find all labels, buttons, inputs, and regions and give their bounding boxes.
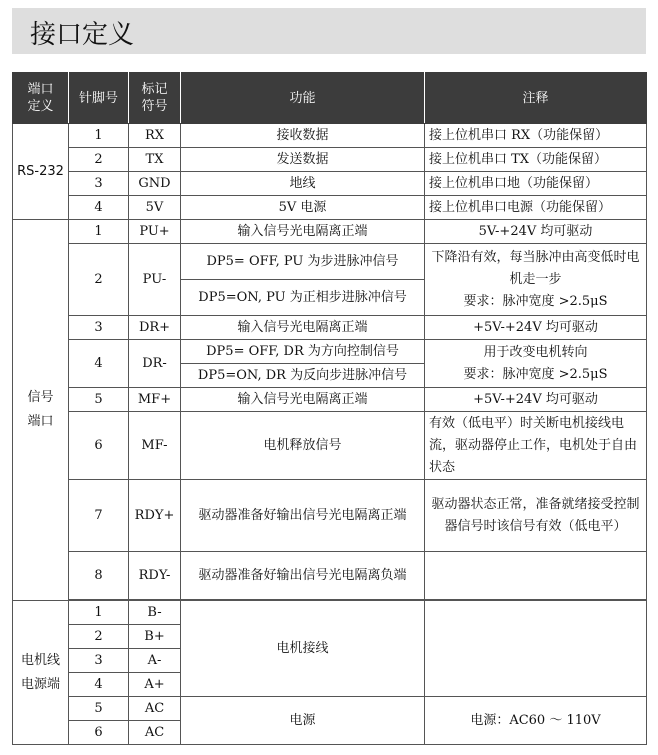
sym-cell: RX — [129, 124, 181, 148]
pin-cell: 4 — [69, 196, 129, 220]
header-func: 功能 — [181, 73, 425, 124]
sym-cell: PU+ — [129, 220, 181, 244]
sym-cell: B+ — [129, 625, 181, 649]
note-cell: 接上位机串口 TX（功能保留） — [425, 148, 647, 172]
sym-cell: RDY- — [129, 552, 181, 600]
pin-cell: 8 — [69, 552, 129, 600]
note-cell: +5V-+24V 均可驱动 — [425, 388, 647, 412]
group-rs232: RS-232 — [13, 124, 69, 220]
sym-cell: MF- — [129, 412, 181, 480]
pin-cell: 2 — [69, 625, 129, 649]
func-cell: 5V 电源 — [181, 196, 425, 220]
sym-cell: MF+ — [129, 388, 181, 412]
sym-cell: DR+ — [129, 316, 181, 340]
pin-cell: 6 — [69, 412, 129, 480]
sym-cell: RDY+ — [129, 480, 181, 552]
func-cell: 输入信号光电隔离正端 — [181, 220, 425, 244]
sym-cell: PU- — [129, 244, 181, 316]
note-cell — [425, 601, 647, 697]
func-cell: 接收数据 — [181, 124, 425, 148]
sym-cell: A- — [129, 649, 181, 673]
header-pin: 针脚号 — [69, 73, 129, 124]
note-cell: 驱动器状态正常，准备就绪接受控制器信号时该信号有效（低电平） — [425, 480, 647, 552]
page-title: 接口定义 — [30, 20, 135, 50]
table-row — [13, 124, 647, 148]
group-power: 电机线 电源端 — [13, 601, 69, 745]
func-cell: DP5= OFF, DR 为方向控制信号 — [181, 340, 425, 364]
table-row — [13, 552, 647, 600]
sym-cell: 5V — [129, 196, 181, 220]
func-cell: 地线 — [181, 172, 425, 196]
pin-cell: 1 — [69, 124, 129, 148]
sym-cell: DR- — [129, 340, 181, 388]
header-sym: 标记 符号 — [129, 73, 181, 124]
func-cell: 驱动器准备好输出信号光电隔离正端 — [181, 480, 425, 552]
header-note: 注释 — [425, 73, 647, 124]
pin-cell: 1 — [69, 601, 129, 625]
func-cell: 输入信号光电隔离正端 — [181, 388, 425, 412]
sym-cell: B- — [129, 601, 181, 625]
pin-cell: 3 — [69, 649, 129, 673]
table-row — [13, 412, 647, 480]
sym-cell: TX — [129, 148, 181, 172]
pin-cell: 5 — [69, 388, 129, 412]
func-cell: 电源 — [181, 697, 425, 745]
table-row — [13, 340, 647, 364]
pin-cell: 4 — [69, 340, 129, 388]
note-cell: 有效（低电平）时关断电机接线电流，驱动器停止工作，电机处于自由状态 — [425, 412, 647, 480]
table-row — [13, 697, 647, 721]
pin-cell: 6 — [69, 721, 129, 745]
group-signal: 信号 端口 — [13, 220, 69, 601]
note-cell — [425, 552, 647, 600]
interface-table — [12, 72, 647, 745]
title-bar — [12, 8, 646, 54]
pin-cell: 3 — [69, 172, 129, 196]
sym-cell: AC — [129, 721, 181, 745]
table-row — [13, 196, 647, 220]
table-row — [13, 220, 647, 244]
func-cell: 驱动器准备好输出信号光电隔离负端 — [181, 552, 425, 600]
note-cell: 接上位机串口电源（功能保留） — [425, 196, 647, 220]
pin-cell: 4 — [69, 673, 129, 697]
func-cell: 电机接线 — [181, 601, 425, 697]
func-cell: DP5=ON, PU 为正相步进脉冲信号 — [181, 280, 425, 316]
table-row — [13, 172, 647, 196]
note-cell: 电源：AC60 ～ 110V — [425, 697, 647, 745]
sym-cell: AC — [129, 697, 181, 721]
table-header-row — [13, 73, 647, 124]
table-row — [13, 244, 647, 280]
table-row — [13, 388, 647, 412]
pin-cell: 2 — [69, 244, 129, 316]
sym-cell: A+ — [129, 673, 181, 697]
note-cell: +5V-+24V 均可驱动 — [425, 316, 647, 340]
func-cell: 电机释放信号 — [181, 412, 425, 480]
table-row — [13, 148, 647, 172]
pin-cell: 1 — [69, 220, 129, 244]
pin-cell: 3 — [69, 316, 129, 340]
pin-cell: 5 — [69, 697, 129, 721]
pin-cell: 7 — [69, 480, 129, 552]
table-row — [13, 316, 647, 340]
pin-cell: 2 — [69, 148, 129, 172]
note-cell: 接上位机串口地（功能保留） — [425, 172, 647, 196]
func-cell: 发送数据 — [181, 148, 425, 172]
note-cell: 5V-+24V 均可驱动 — [425, 220, 647, 244]
note-cell: 用于改变电机转向 要求：脉冲宽度 >2.5μS — [425, 340, 647, 388]
func-cell: DP5= OFF, PU 为步进脉冲信号 — [181, 244, 425, 280]
header-group: 端口 定义 — [13, 73, 69, 124]
note-cell: 接上位机串口 RX（功能保留） — [425, 124, 647, 148]
sym-cell: GND — [129, 172, 181, 196]
table-row — [13, 480, 647, 552]
func-cell: 输入信号光电隔离正端 — [181, 316, 425, 340]
table-row — [13, 601, 647, 625]
note-cell: 下降沿有效，每当脉冲由高变低时电机走一步 要求：脉冲宽度 >2.5μS — [425, 244, 647, 316]
func-cell: DP5=ON, DR 为反向步进脉冲信号 — [181, 364, 425, 388]
